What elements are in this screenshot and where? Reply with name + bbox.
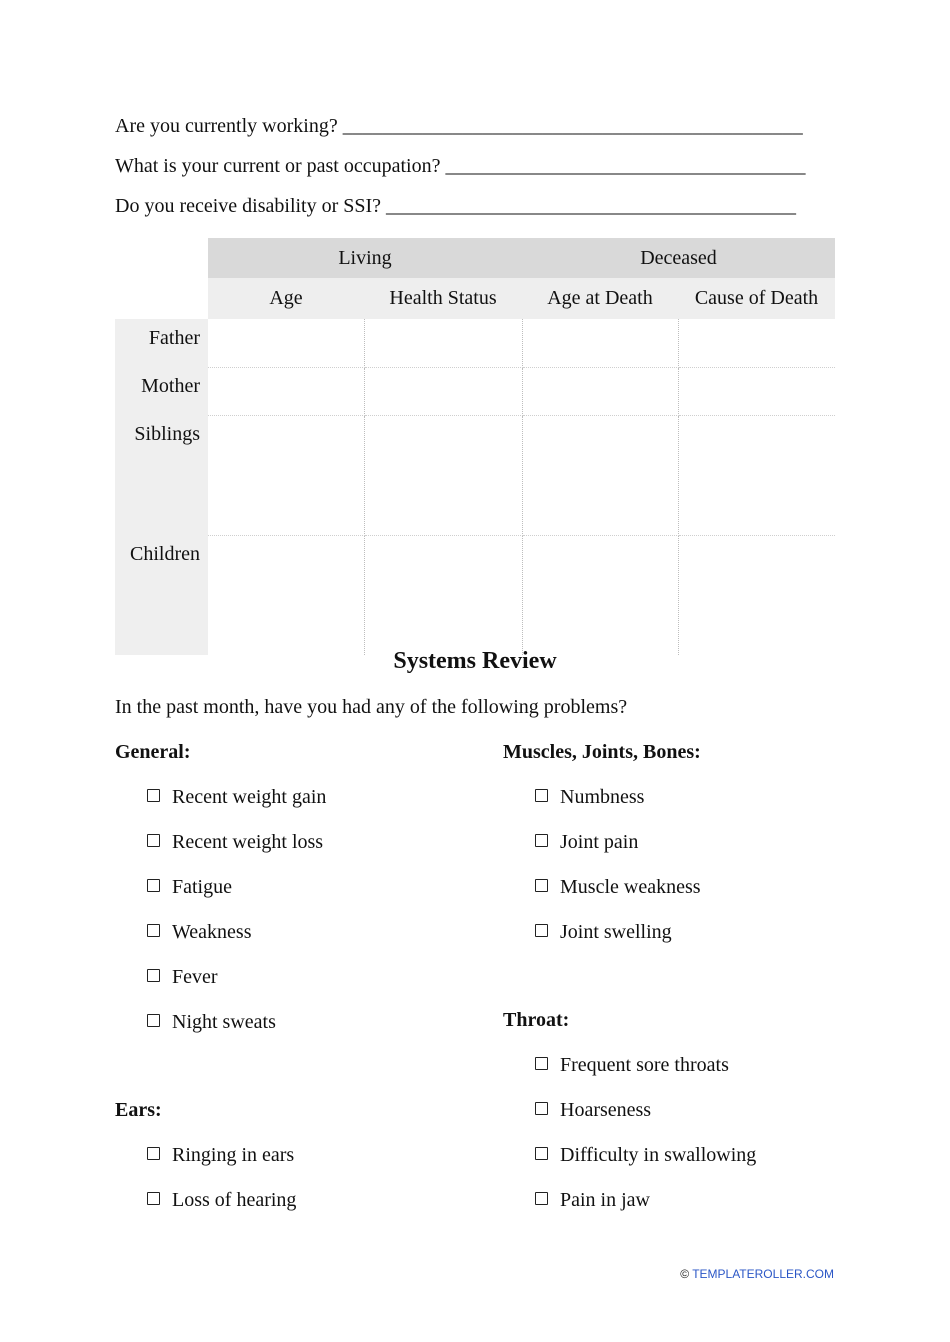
row-label-mother: Mother bbox=[115, 367, 208, 415]
checkbox-item[interactable] bbox=[503, 1188, 756, 1233]
checkbox-icon[interactable] bbox=[147, 969, 160, 982]
checkbox-item[interactable] bbox=[503, 1143, 756, 1188]
right-column bbox=[503, 740, 756, 1233]
checkbox-item[interactable] bbox=[503, 1098, 756, 1143]
checkbox-label: Joint swelling bbox=[560, 921, 672, 943]
checkbox-label: Recent weight gain bbox=[172, 786, 327, 808]
checkbox-item[interactable] bbox=[115, 920, 326, 965]
table-row-children bbox=[115, 535, 835, 655]
family-history-table bbox=[115, 238, 835, 655]
checkbox-label: Recent weight loss bbox=[172, 831, 324, 853]
cell-children-health[interactable] bbox=[364, 535, 522, 655]
checkbox-label: Loss of hearing bbox=[172, 1189, 297, 1211]
cell-father-age-death[interactable] bbox=[522, 319, 678, 367]
checkbox-icon[interactable] bbox=[147, 924, 160, 937]
heading-ears: Ears: bbox=[115, 1099, 162, 1121]
checkbox-item[interactable] bbox=[115, 1188, 326, 1233]
section-title-systems-review: Systems Review bbox=[393, 648, 557, 674]
checkbox-item[interactable] bbox=[503, 785, 756, 830]
cell-children-cause[interactable] bbox=[678, 535, 835, 655]
checkbox-label: Muscle weakness bbox=[560, 876, 701, 898]
systems-review-intro: In the past month, have you had any of the following problems? bbox=[115, 696, 628, 718]
left-column bbox=[115, 740, 326, 1233]
checkbox-icon[interactable] bbox=[147, 834, 160, 847]
checkbox-item[interactable] bbox=[115, 1010, 326, 1055]
checkbox-label: Pain in jaw bbox=[560, 1189, 650, 1211]
checkbox-icon[interactable] bbox=[147, 1192, 160, 1205]
checkbox-item[interactable] bbox=[115, 830, 326, 875]
checkbox-icon[interactable] bbox=[147, 1014, 160, 1027]
table-row-siblings bbox=[115, 415, 835, 535]
checkbox-icon[interactable] bbox=[535, 879, 548, 892]
checkbox-item[interactable] bbox=[115, 965, 326, 1010]
header-deceased: Deceased bbox=[522, 238, 835, 278]
checkbox-label: Night sweats bbox=[172, 1011, 276, 1033]
checkbox-icon[interactable] bbox=[535, 924, 548, 937]
checkbox-icon[interactable] bbox=[535, 834, 548, 847]
cell-children-age[interactable] bbox=[208, 535, 364, 655]
table-corner bbox=[115, 238, 208, 278]
cell-father-age[interactable] bbox=[208, 319, 364, 367]
heading-throat: Throat: bbox=[503, 1009, 570, 1031]
heading-general: General: bbox=[115, 741, 191, 763]
footer-credit bbox=[680, 1267, 834, 1281]
checkbox-icon[interactable] bbox=[535, 1057, 548, 1070]
table-row-mother bbox=[115, 367, 835, 415]
cell-mother-health[interactable] bbox=[364, 367, 522, 415]
checkbox-label: Weakness bbox=[172, 921, 252, 943]
cell-mother-age-death[interactable] bbox=[522, 367, 678, 415]
table-row-father bbox=[115, 319, 835, 367]
checkbox-item[interactable] bbox=[115, 875, 326, 920]
checkbox-label: Difficulty in swallowing bbox=[560, 1144, 757, 1166]
cell-father-cause[interactable] bbox=[678, 319, 835, 367]
checkbox-item[interactable] bbox=[115, 1143, 326, 1188]
cell-siblings-age-death[interactable] bbox=[522, 415, 678, 535]
header-health-status: Health Status bbox=[364, 278, 522, 319]
checkbox-item[interactable] bbox=[503, 920, 756, 965]
footer-link[interactable]: TEMPLATEROLLER.COM bbox=[692, 1267, 834, 1281]
checkbox-item[interactable] bbox=[503, 1053, 756, 1098]
checkbox-icon[interactable] bbox=[535, 1102, 548, 1115]
checkbox-icon[interactable] bbox=[535, 1192, 548, 1205]
checkbox-icon[interactable] bbox=[147, 789, 160, 802]
header-cause-of-death: Cause of Death bbox=[678, 278, 835, 319]
checkbox-icon[interactable] bbox=[535, 789, 548, 802]
header-age: Age bbox=[208, 278, 364, 319]
cell-father-health[interactable] bbox=[364, 319, 522, 367]
question-disability[interactable]: Do you receive disability or SSI? _________________________________________ bbox=[115, 195, 797, 217]
cell-siblings-cause[interactable] bbox=[678, 415, 835, 535]
checkbox-icon[interactable] bbox=[147, 1147, 160, 1160]
checkbox-label: Ringing in ears bbox=[172, 1144, 295, 1166]
checkbox-label: Joint pain bbox=[560, 831, 639, 853]
question-occupation[interactable]: What is your current or past occupation? ____________________________________ bbox=[115, 155, 806, 177]
checkbox-label: Fever bbox=[172, 966, 218, 988]
checkbox-item[interactable] bbox=[503, 875, 756, 920]
question-currently-working[interactable]: Are you currently working? ______________________________________________ bbox=[115, 115, 803, 137]
row-label-father: Father bbox=[115, 319, 208, 367]
checkbox-item[interactable] bbox=[115, 785, 326, 830]
checkbox-label: Frequent sore throats bbox=[560, 1054, 729, 1076]
row-label-siblings: Siblings bbox=[115, 415, 208, 535]
checkbox-label: Numbness bbox=[560, 786, 645, 808]
cell-siblings-health[interactable] bbox=[364, 415, 522, 535]
checkbox-label: Hoarseness bbox=[560, 1099, 652, 1121]
cell-siblings-age[interactable] bbox=[208, 415, 364, 535]
table-corner-2 bbox=[115, 278, 208, 319]
row-label-children: Children bbox=[115, 535, 208, 655]
checkbox-label: Fatigue bbox=[172, 876, 232, 898]
cell-children-age-death[interactable] bbox=[522, 535, 678, 655]
checkbox-item[interactable] bbox=[503, 830, 756, 875]
copyright-symbol: © bbox=[680, 1267, 690, 1281]
cell-mother-age[interactable] bbox=[208, 367, 364, 415]
cell-mother-cause[interactable] bbox=[678, 367, 835, 415]
checkbox-icon[interactable] bbox=[147, 879, 160, 892]
checkbox-icon[interactable] bbox=[535, 1147, 548, 1160]
heading-muscles-joints-bones: Muscles, Joints, Bones: bbox=[503, 741, 701, 763]
header-age-at-death: Age at Death bbox=[522, 278, 678, 319]
header-living: Living bbox=[208, 238, 522, 278]
